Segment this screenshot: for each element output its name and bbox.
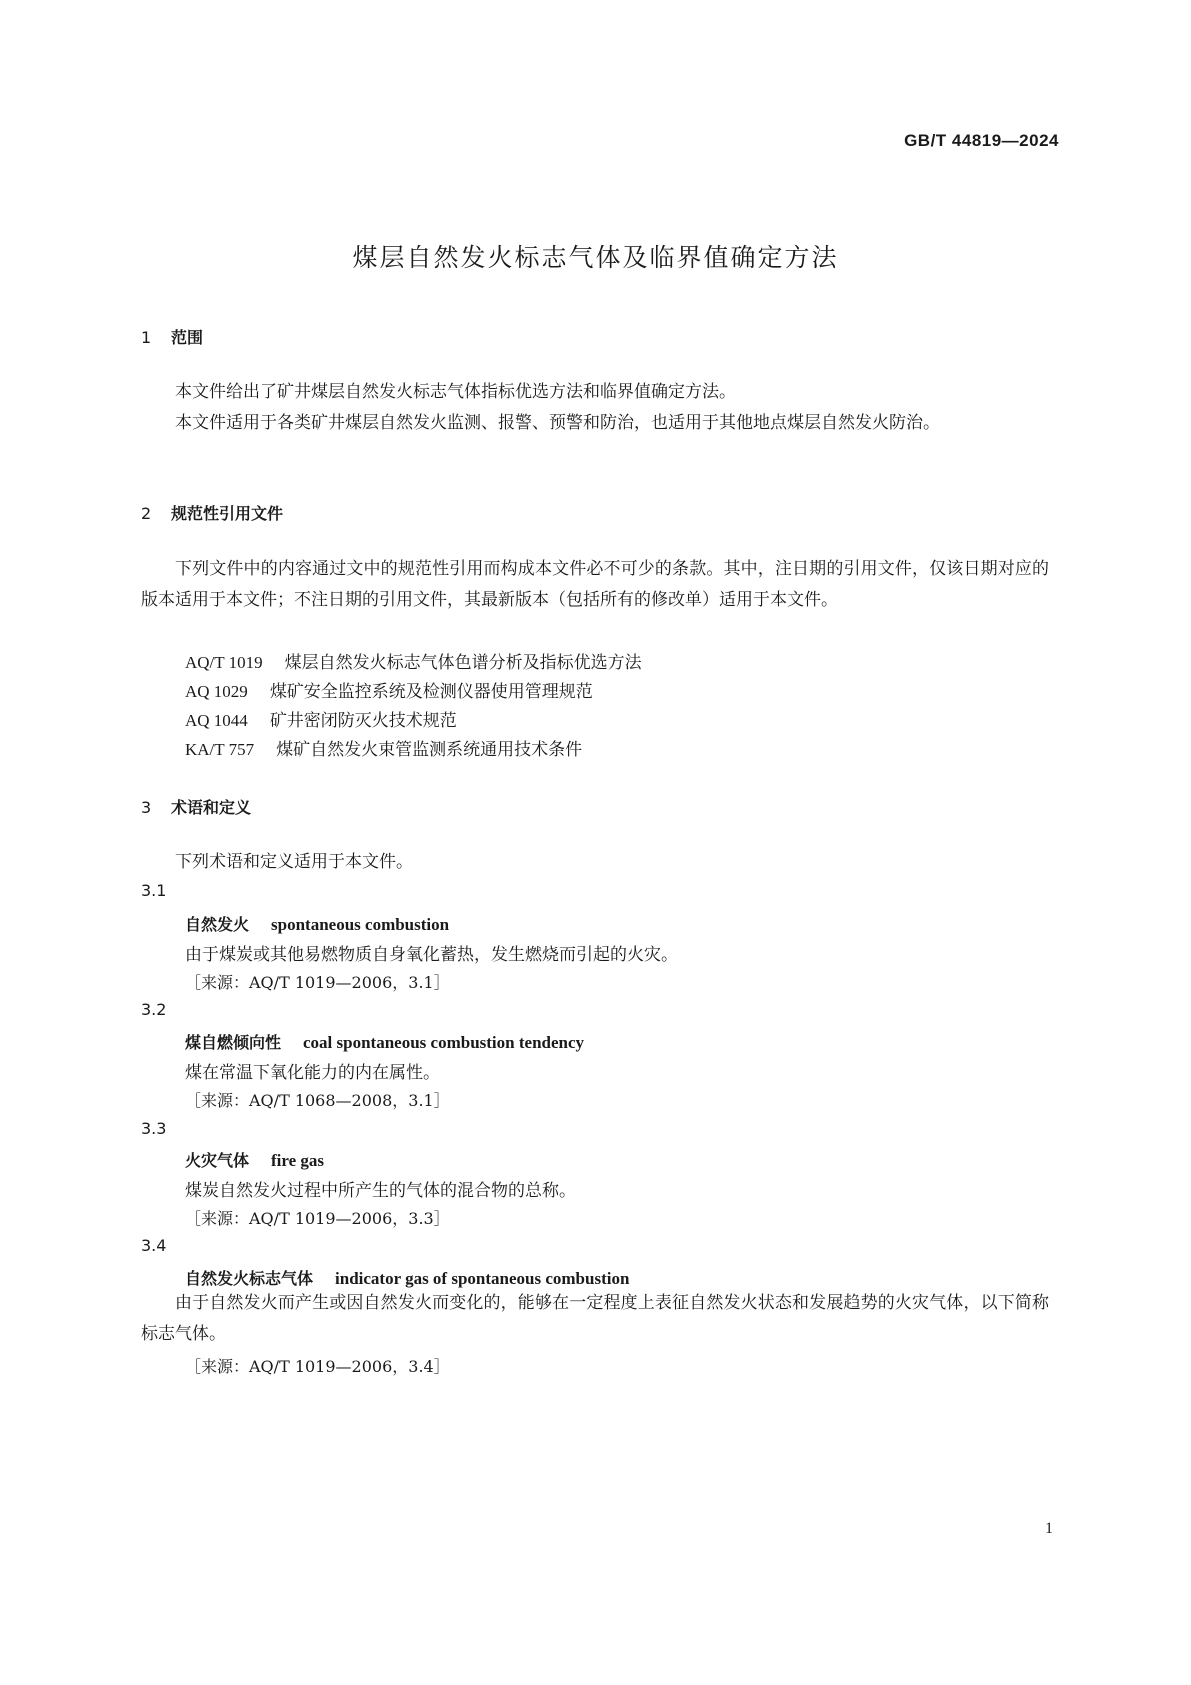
section-2-heading — [141, 501, 283, 524]
term-zh: 煤自燃倾向性 — [185, 1033, 282, 1052]
term-number: 3.1 — [141, 881, 167, 900]
reference-code: KA/T 757 — [185, 740, 255, 759]
document-title: 煤层自然发火标志气体及临界值确定方法 — [352, 243, 839, 272]
paragraph: 下列术语和定义适用于本文件。 — [175, 852, 413, 872]
term-definition: 煤炭自然发火过程中所产生的气体的混合物的总称。 — [185, 1181, 576, 1201]
term-en: spontaneous combustion — [271, 915, 450, 934]
reference-item — [185, 706, 457, 731]
reference-title: 煤矿安全监控系统及检测仪器使用管理规范 — [269, 682, 593, 702]
section-number: 2 — [141, 504, 152, 523]
term-zh: 自然发火标志气体 — [185, 1269, 314, 1288]
reference-title: 煤层自然发火标志气体色谱分析及指标优选方法 — [284, 653, 642, 673]
term-en: fire gas — [271, 1151, 325, 1170]
term-entry — [185, 1266, 629, 1289]
term-number: 3.4 — [141, 1236, 167, 1255]
reference-code: AQ 1044 — [185, 711, 248, 730]
section-number: 3 — [141, 798, 152, 817]
paragraph: 本文件给出了矿井煤层自然发火标志气体指标优选方法和临界值确定方法。 — [175, 382, 736, 402]
reference-title: 矿井密闭防灭火技术规范 — [269, 711, 457, 731]
section-title: 范围 — [171, 328, 204, 347]
section-title: 规范性引用文件 — [171, 504, 284, 523]
term-entry — [185, 912, 449, 935]
term-zh: 自然发火 — [185, 915, 250, 934]
standard-code: GB/T 44819—2024 — [904, 131, 1059, 150]
term-source: ［来源：AQ/T 1019—2006，3.1］ — [185, 973, 450, 992]
reference-code: AQ 1029 — [185, 682, 248, 701]
term-source: ［来源：AQ/T 1019—2006，3.4］ — [185, 1357, 450, 1376]
paragraph: 本文件适用于各类矿井煤层自然发火监测、报警、预警和防治，也适用于其他地点煤层自然发火防治。 — [175, 413, 940, 433]
term-en: coal spontaneous combustion tendency — [303, 1033, 585, 1052]
paragraph: 下列文件中的内容通过文中的规范性引用而构成本文件必不可少的条款。其中，注日期的引用文件，仅该日期对应的版本适用于本文件；不注日期的引用文件，其最新版本（包括所有的修改单）适用于本文件。 — [141, 559, 1049, 610]
page-number: 1 — [1045, 1520, 1053, 1537]
term-source: ［来源：AQ/T 1068—2008，3.1］ — [185, 1091, 450, 1110]
reference-item — [185, 677, 593, 702]
term-entry — [185, 1148, 324, 1171]
term-number: 3.3 — [141, 1119, 167, 1138]
term-definition: 由于自然发火而产生或因自然发火而变化的，能够在一定程度上表征自然发火状态和发展趋势的火灾气体，以下简称标志气体。 — [141, 1293, 1049, 1344]
term-source: ［来源：AQ/T 1019—2006，3.3］ — [185, 1209, 450, 1228]
term-zh: 火灾气体 — [185, 1151, 250, 1170]
term-en: indicator gas of spontaneous combustion — [335, 1269, 630, 1288]
term-definition: 由于煤炭或其他易燃物质自身氧化蓄热，发生燃烧而引起的火灾。 — [185, 945, 678, 965]
reference-code: AQ/T 1019 — [185, 653, 263, 672]
reference-item — [185, 648, 642, 673]
reference-title: 煤矿自然发火束管监测系统通用技术条件 — [276, 740, 583, 760]
section-title: 术语和定义 — [171, 798, 252, 817]
section-number: 1 — [141, 328, 152, 347]
term-number: 3.2 — [141, 1000, 167, 1019]
term-definition: 煤在常温下氧化能力的内在属性。 — [185, 1063, 440, 1083]
reference-item — [185, 735, 582, 760]
term-entry — [185, 1030, 584, 1053]
section-1-heading — [141, 325, 203, 348]
section-3-heading — [141, 795, 251, 818]
